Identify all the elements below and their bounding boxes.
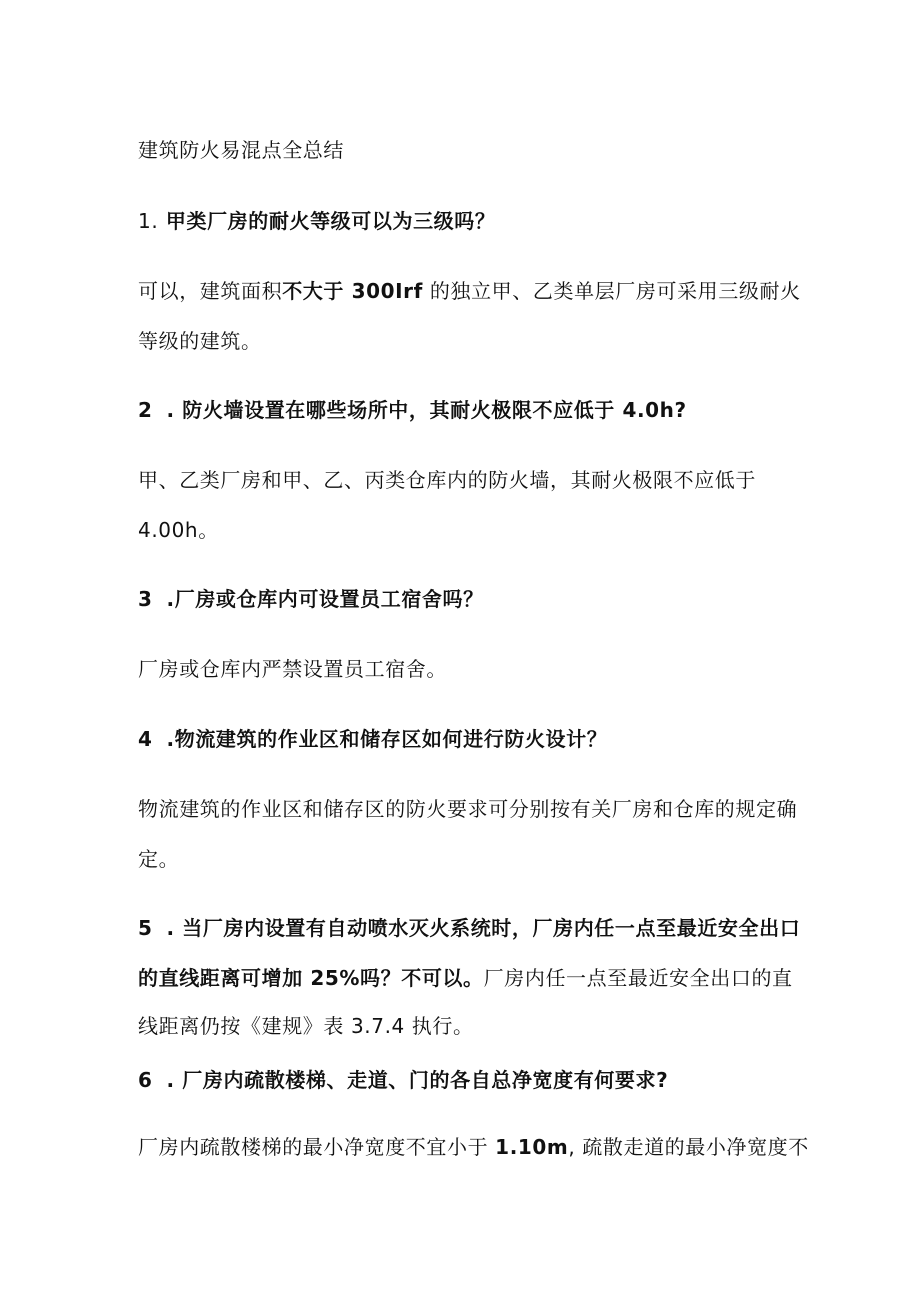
answer-6-line-1 xyxy=(138,1133,809,1161)
document-title: 建筑防火易混点全总结 xyxy=(138,138,344,162)
question-5-line-2 xyxy=(138,964,793,992)
answer-4-line-1: 物流建筑的作业区和储存区的防火要求可分别按有关厂房和仓库的规定确 xyxy=(138,797,798,821)
question-number: 1. xyxy=(138,209,159,233)
question-text: 甲类厂房的耐火等级可以为三级吗？ xyxy=(165,209,496,233)
answer-2-line-2: 4.00h。 xyxy=(138,518,219,542)
question-text: . 厂房内疏散楼梯、走道、门的各自总净宽度有何要求? xyxy=(166,1068,669,1092)
question-number: 5 xyxy=(138,916,153,940)
question-text: .厂房或仓库内可设置员工宿舍吗？ xyxy=(166,587,484,611)
answer-text: 厂房内疏散楼梯的最小净宽度不宜小于 xyxy=(138,1135,496,1159)
question-3 xyxy=(138,585,484,613)
question-number: 4 xyxy=(138,727,153,751)
question-text: . 当厂房内设置有自动喷水灭火系统时，厂房内任一点至最近安全出口 xyxy=(166,916,801,940)
question-6 xyxy=(138,1066,668,1094)
question-text: . 防火墙设置在哪些场所中，其耐火极限不应低于 4.0h? xyxy=(166,398,687,422)
answer-4-line-2: 定。 xyxy=(138,847,180,871)
question-number: 3 xyxy=(138,587,153,611)
answer-1-line-2: 等级的建筑。 xyxy=(138,329,262,353)
question-4 xyxy=(138,725,607,753)
question-2 xyxy=(138,396,687,424)
answer-1-line-1 xyxy=(138,277,801,305)
question-text: 的直线距离可增加 25%吗？不可以。 xyxy=(138,966,484,990)
question-number: 2 xyxy=(138,398,153,422)
answer-text: , 疏散走道的最小净宽度不 xyxy=(568,1135,809,1159)
question-5 xyxy=(138,914,800,942)
answer-2-line-1: 甲、乙类厂房和甲、乙、丙类仓库内的防火墙，其耐火极限不应低于 xyxy=(138,468,756,492)
answer-bold-text: 不大于 300Irf xyxy=(282,279,423,303)
question-text: .物流建筑的作业区和储存区如何进行防火设计？ xyxy=(166,727,608,751)
answer-text: 可以，建筑面积 xyxy=(138,279,283,303)
answer-5-line-1: 线距离仍按《建规》表 3.7.4 执行。 xyxy=(138,1014,474,1038)
answer-text: 厂房内任一点至最近安全出口的直 xyxy=(483,966,793,990)
answer-text: 的独立甲、乙类单层厂房可采用三级耐火 xyxy=(422,279,801,303)
answer-bold-text: 1.10m xyxy=(495,1135,569,1159)
question-1 xyxy=(138,207,495,235)
answer-3-line-1: 厂房或仓库内严禁设置员工宿舍。 xyxy=(138,657,447,681)
question-number: 6 xyxy=(138,1068,153,1092)
